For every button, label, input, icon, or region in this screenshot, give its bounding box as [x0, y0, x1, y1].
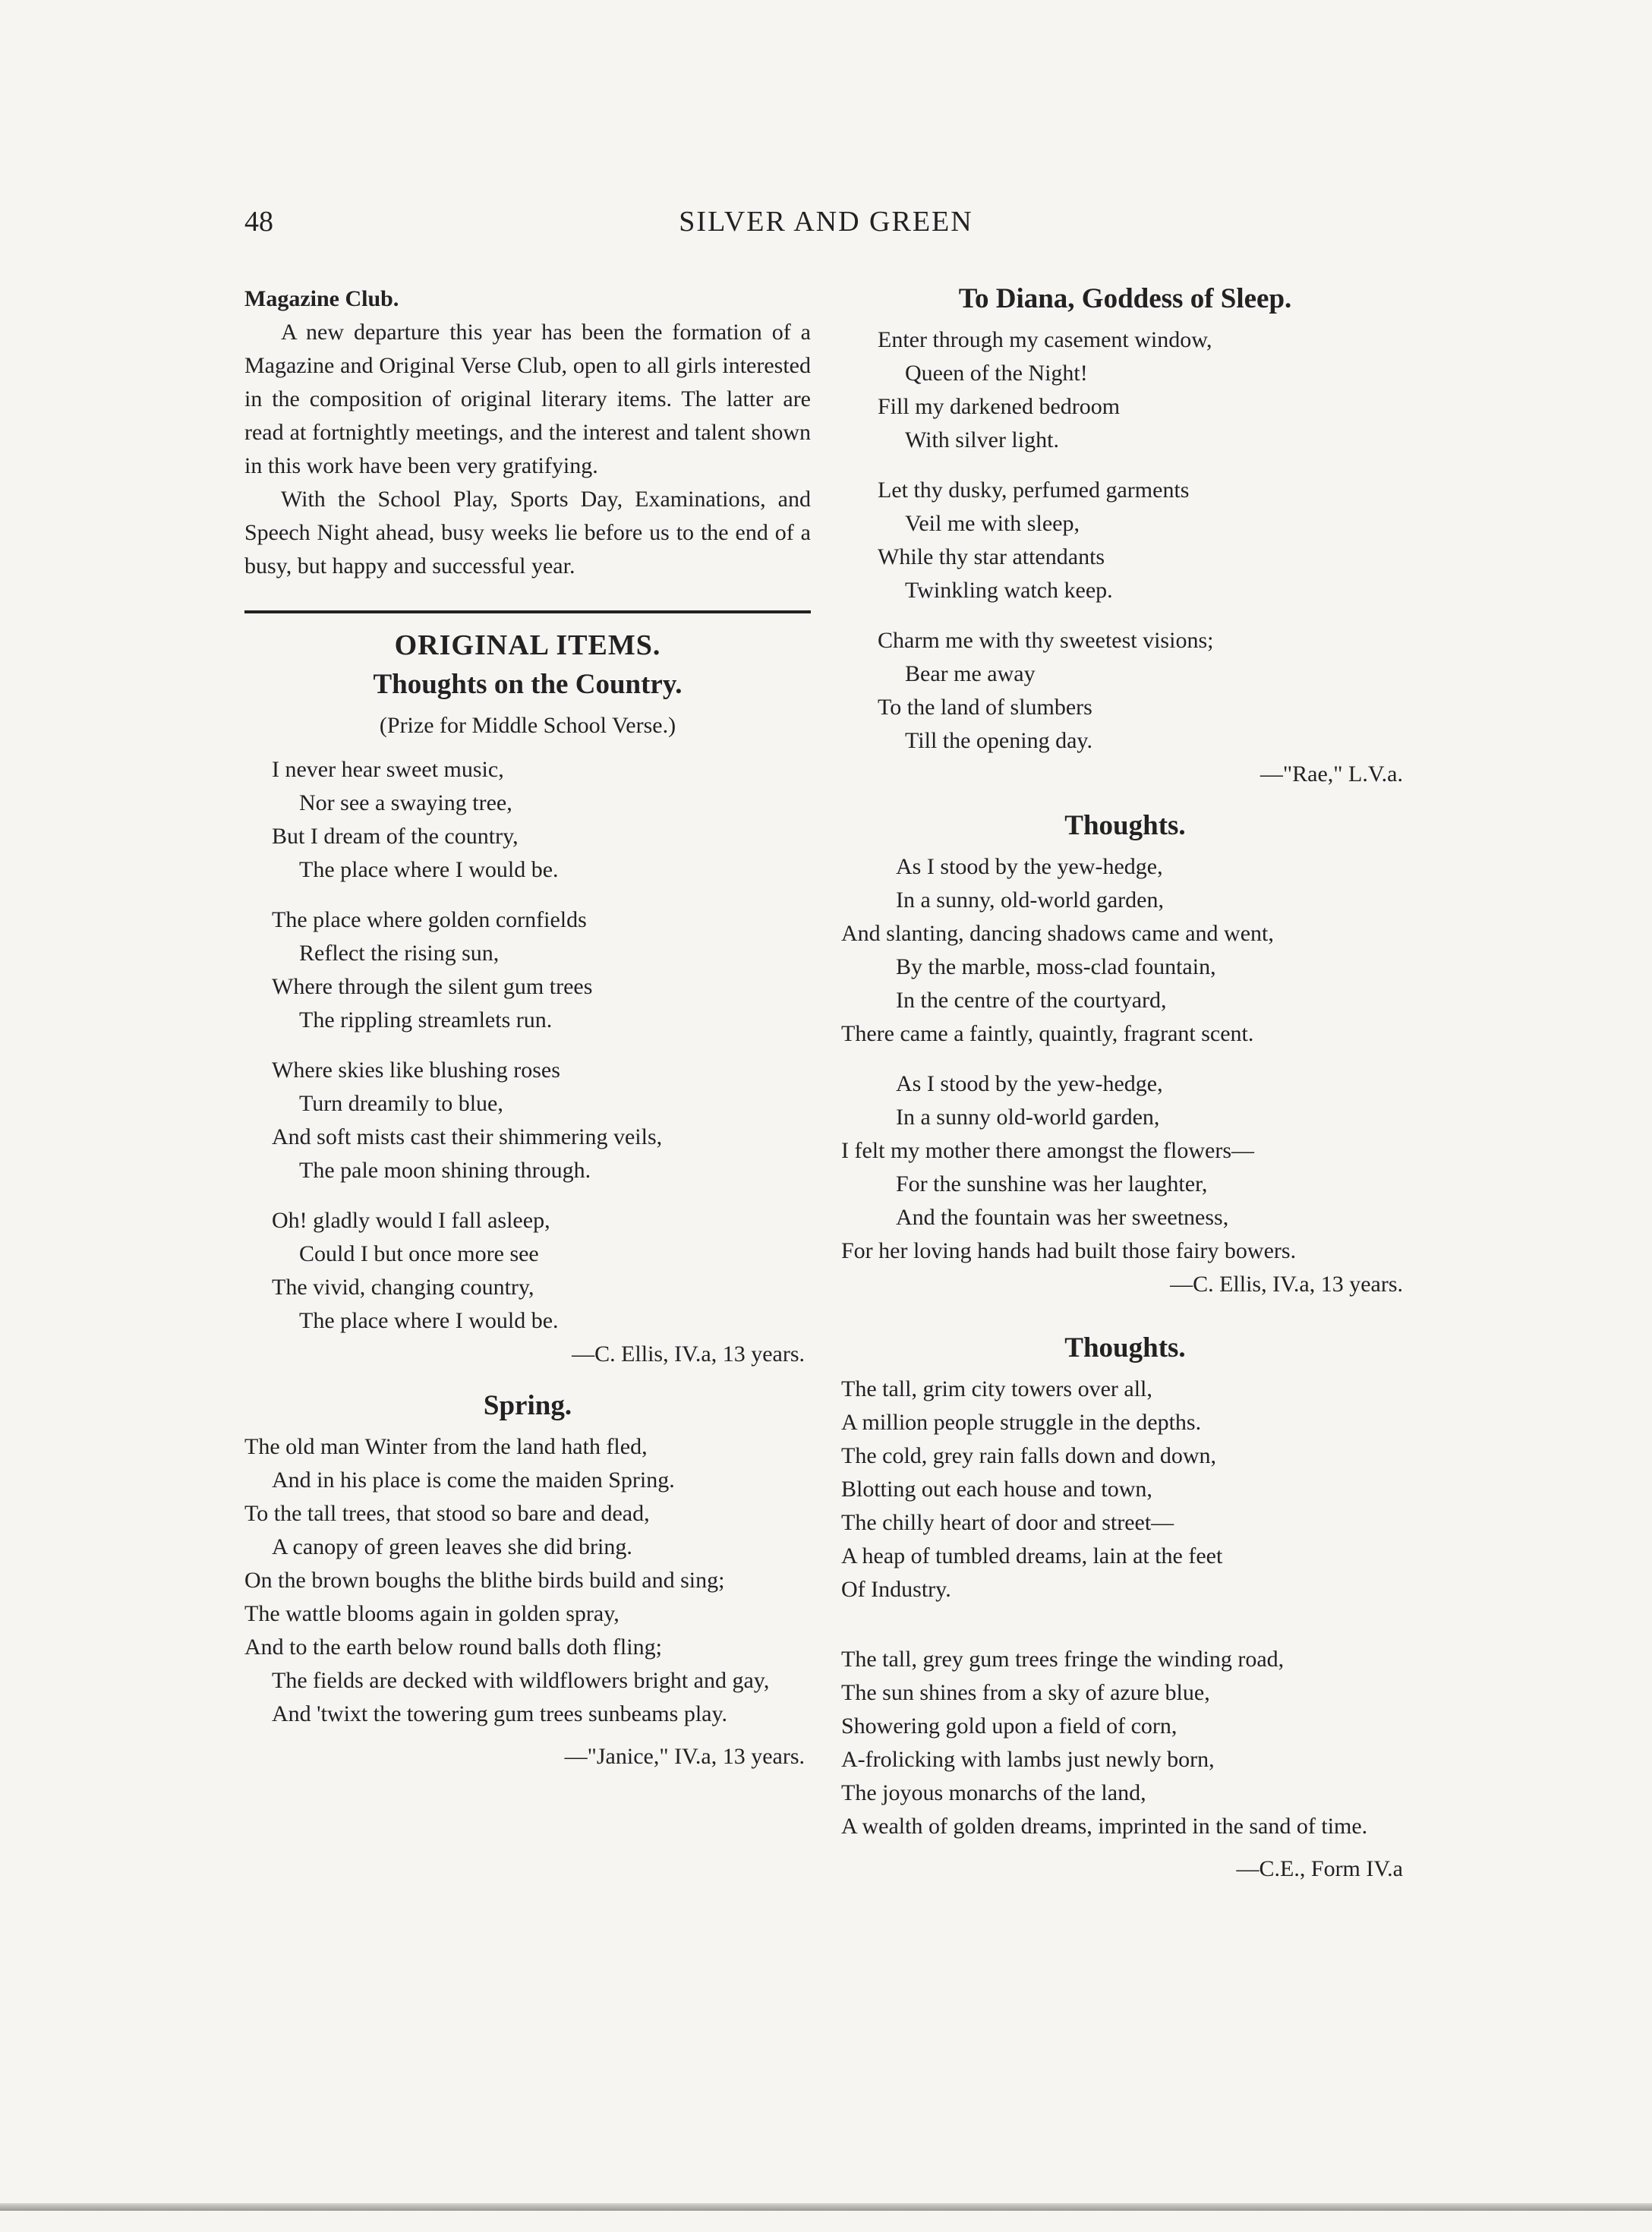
poem-line: Veil me with sleep, [905, 511, 1080, 536]
poem-line: While thy star attendants [878, 544, 1105, 569]
poem-line: Showering gold upon a field of corn, [841, 1713, 1178, 1739]
poem-title-diana: To Diana, Goddess of Sleep. [958, 283, 1292, 314]
club-paragraph-2: With the School Play, Sports Day, Examinations, and Speech Night ahead, busy weeks lie before us to the end of a busy, but happy and successful year. [244, 487, 811, 578]
poem-line: The wattle blooms again in golden spray, [244, 1601, 620, 1626]
poem-line: In a sunny, old-world garden, [896, 887, 1164, 913]
stanza [841, 1067, 1409, 1268]
poem-line: On the brown boughs the blithe birds build and sing; [244, 1568, 725, 1593]
poem-line: The chilly heart of door and street— [841, 1510, 1174, 1535]
poem-line: Twinkling watch keep. [905, 578, 1113, 603]
poem-line: Where skies like blushing roses [272, 1058, 560, 1083]
running-head: SILVER AND GREEN [679, 206, 973, 238]
club-paragraph-1: A new departure this year has been the formation of a Magazine and Original Verse Club, open to all girls interested in the composition of original literary items. The latter are read at fortnightly meetings, and the interest and talent shown in this work have been very gratifying. [244, 320, 811, 478]
page-number: 48 [244, 206, 273, 238]
poem-line: And in his place is come the maiden Spring. [272, 1468, 675, 1493]
poem-line: Charm me with thy sweetest visions; [878, 628, 1214, 653]
poem-line: The tall, grey gum trees fringe the winding road, [841, 1647, 1285, 1672]
poem-title-thoughts-1: Thoughts. [1064, 810, 1186, 841]
poem-line: The place where I would be. [299, 1308, 559, 1333]
poem-title-thoughts-2: Thoughts. [1064, 1332, 1186, 1363]
stanza [244, 753, 811, 887]
poem-line: Of Industry. [841, 1577, 951, 1602]
poem-line: And slanting, dancing shadows came and went, [841, 921, 1274, 946]
poem-line: To the tall trees, that stood so bare and dead, [244, 1501, 650, 1526]
poem-line: Oh! gladly would I fall asleep, [272, 1208, 550, 1233]
poem-line: I never hear sweet music, [272, 757, 504, 782]
poem-line: The sun shines from a sky of azure blue, [841, 1680, 1210, 1705]
stanza [841, 1373, 1409, 1606]
stanza [841, 474, 1409, 607]
poem-line: Queen of the Night! [905, 361, 1088, 386]
poem-line: And the fountain was her sweetness, [896, 1205, 1229, 1230]
poem-line: With silver light. [905, 427, 1059, 452]
poem-line: By the marble, moss-clad fountain, [896, 954, 1216, 979]
poem-line: And to the earth below round balls doth fling; [244, 1635, 662, 1660]
poem-line: Where through the silent gum trees [272, 974, 593, 999]
poem-line: But I dream of the country, [272, 824, 519, 849]
poem-line: The place where I would be. [299, 857, 559, 882]
stanza [841, 850, 1409, 1051]
poem-line: As I stood by the yew-hedge, [896, 1071, 1163, 1096]
poem-line: The place where golden cornfields [272, 907, 587, 932]
stanza [244, 903, 811, 1037]
poem-line: For the sunshine was her laughter, [896, 1171, 1208, 1196]
club-heading: Magazine Club. [244, 286, 399, 311]
stanza [841, 624, 1409, 758]
poem-credit: —C.E., Form IV.a [1236, 1856, 1403, 1881]
poem-subtitle-country: (Prize for Middle School Verse.) [379, 713, 676, 738]
left-column [244, 282, 811, 1792]
poem-line: Enter through my casement window, [878, 327, 1212, 352]
poem-line: I felt my mother there amongst the flowers— [841, 1138, 1255, 1163]
poem-line: The cold, grey rain falls down and down, [841, 1443, 1217, 1468]
section-title: ORIGINAL ITEMS. [394, 629, 661, 661]
poem-line: The pale moon shining through. [299, 1158, 591, 1183]
poem-credit: —"Rae," L.V.a. [1259, 761, 1403, 787]
poem-line: The old man Winter from the land hath fled, [244, 1434, 648, 1459]
stanza [244, 1204, 811, 1338]
poem-line: Let thy dusky, perfumed garments [878, 478, 1190, 503]
stanza [244, 1054, 811, 1187]
poem-line: Bear me away [905, 661, 1036, 686]
scan-edge [0, 2203, 1652, 2211]
poem-line: There came a faintly, quaintly, fragrant scent. [841, 1021, 1254, 1046]
poem-line: Could I but once more see [299, 1241, 539, 1266]
poem-line: To the land of slumbers [878, 695, 1092, 720]
poem-line: A canopy of green leaves she did bring. [272, 1534, 632, 1559]
section-divider [244, 610, 811, 613]
poem-line: Blotting out each house and town, [841, 1477, 1152, 1502]
poem-line: For her loving hands had built those fairy bowers. [841, 1238, 1297, 1263]
poem-line: Fill my darkened bedroom [878, 394, 1121, 419]
poem-credit: —C. Ellis, IV.a, 13 years. [1170, 1272, 1403, 1297]
poem-line: A-frolicking with lambs just newly born, [841, 1747, 1215, 1772]
poem-credit: —"Janice," IV.a, 13 years. [564, 1744, 805, 1769]
stanza-gap [841, 1606, 1409, 1643]
poem-line: A million people struggle in the depths. [841, 1410, 1202, 1435]
stanza [841, 1643, 1409, 1843]
poem-title-spring: Spring. [483, 1390, 572, 1421]
poem-line: The tall, grim city towers over all, [841, 1376, 1152, 1401]
poem-line: The rippling streamlets run. [299, 1007, 553, 1032]
stanza [841, 323, 1409, 457]
poem-line: Reflect the rising sun, [299, 941, 500, 966]
poem-line: And 'twixt the towering gum trees sunbeams play. [272, 1701, 728, 1726]
poem-line: A heap of tumbled dreams, lain at the feet [841, 1543, 1223, 1568]
poem-line: Nor see a swaying tree, [299, 790, 512, 815]
poem-line: Till the opening day. [905, 728, 1092, 753]
poem-line: A wealth of golden dreams, imprinted in the sand of time. [841, 1814, 1368, 1839]
poem-line: Turn dreamily to blue, [299, 1091, 503, 1116]
poem-credit: —C. Ellis, IV.a, 13 years. [572, 1341, 805, 1367]
poem-line: And soft mists cast their shimmering veils, [272, 1124, 663, 1149]
right-column [841, 282, 1409, 1904]
poem-title-country: Thoughts on the Country. [373, 669, 683, 700]
spring-poem [244, 1430, 811, 1731]
poem-line: In a sunny old-world garden, [896, 1105, 1160, 1130]
poem-line: The fields are decked with wildflowers bright and gay, [272, 1668, 770, 1693]
poem-line: The vivid, changing country, [272, 1275, 534, 1300]
poem-line: In the centre of the courtyard, [896, 988, 1167, 1013]
poem-line: As I stood by the yew-hedge, [896, 854, 1163, 879]
poem-line: The joyous monarchs of the land, [841, 1780, 1146, 1805]
